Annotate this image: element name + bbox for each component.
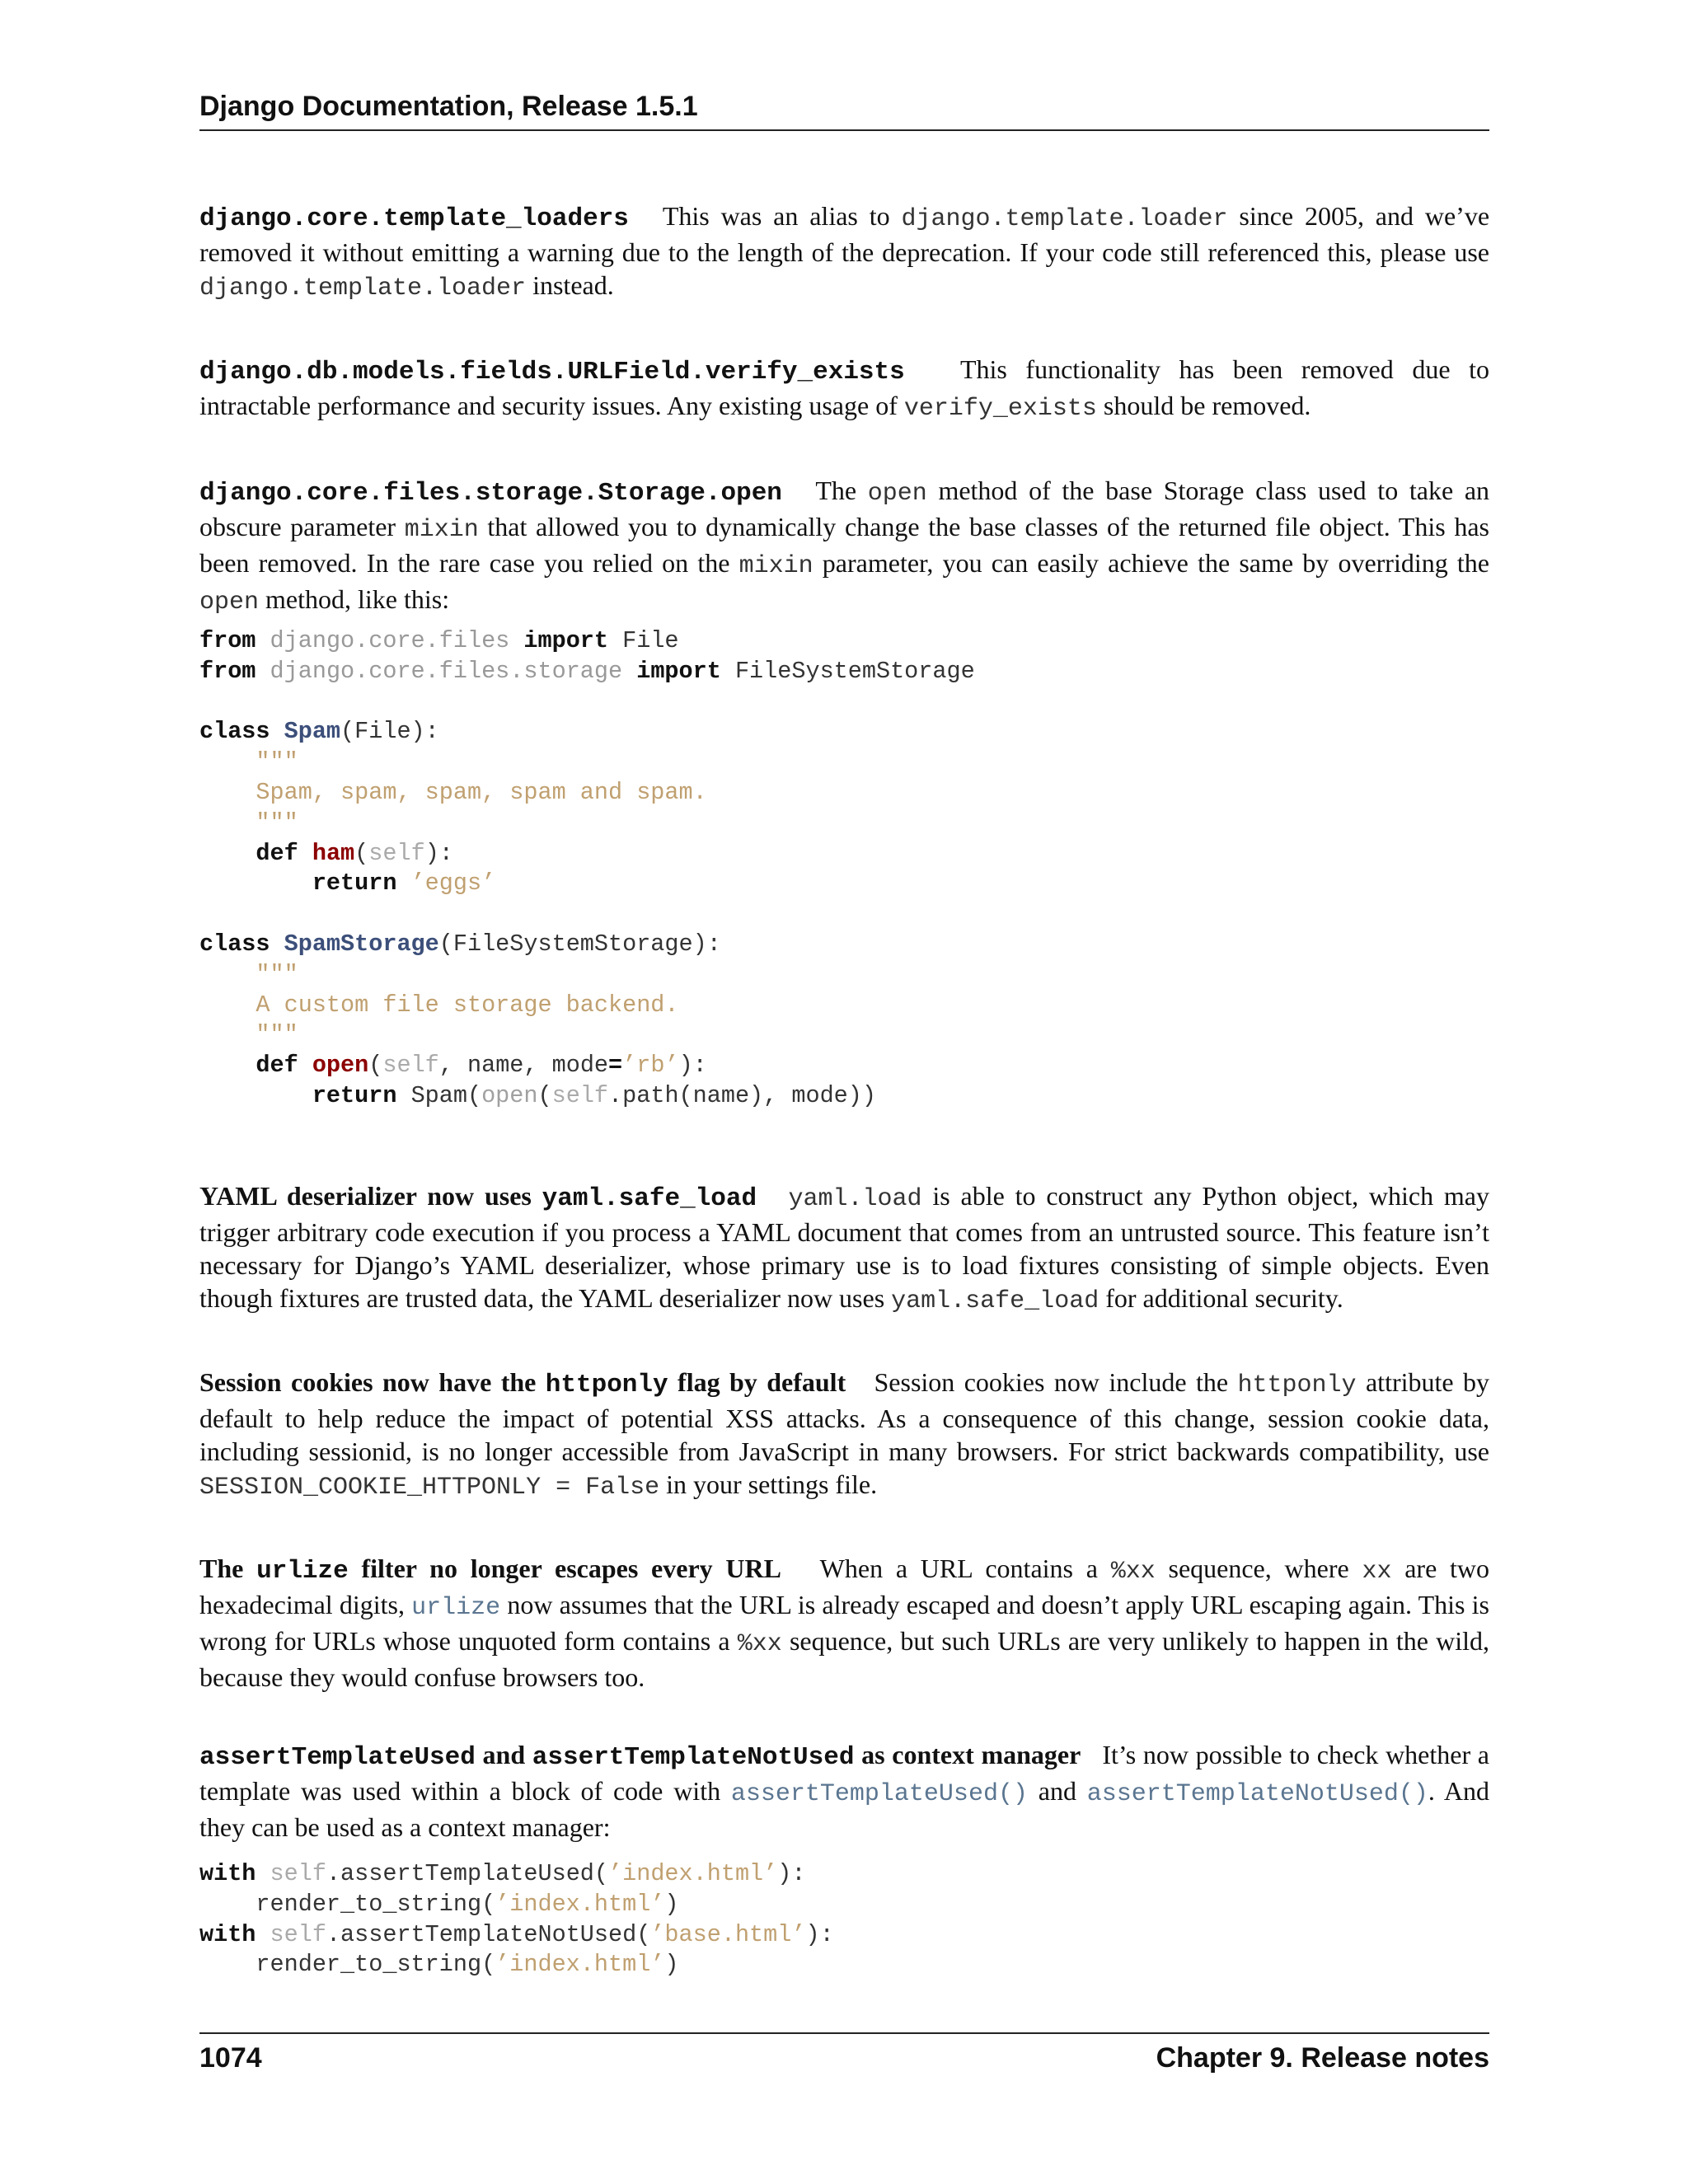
footer-rule bbox=[199, 2032, 1489, 2034]
section-urlize: The urlize filter no longer escapes every URL When a URL contains a %xx sequence, where xx are two hexadecimal digits, urlize now assumes that the URL is already escaped and doesn’t apply URL escaping again. This is wrong for URLs whose unquoted form contains a %xx sequence, but such URLs are very unlikely to happen in the wild, because they would confuse browsers too. bbox=[199, 1554, 1490, 1692]
section-httponly: Session cookies now have the httponly flag by default Session cookies now include the httponly attribute by default to help reduce the impact of potential XSS attacks. As a consequence of this change, session cookie data, including sessionid, is no longer accessible from JavaScript in many browsers. For strict backwards compatibility, use SESSION_COOKIE_HTTPONLY = False in your settings file. bbox=[199, 1367, 1490, 1502]
section-yaml-safe-load: YAML deserializer now uses yaml.safe_load yaml.load is able to construct any Python object, which may trigger arbitrary code execution if you process a YAML document that comes from an untrusted source. This feature isn’t necessary for Django’s YAML deserializer, whose primary use is to load fixtures consisting of simple objects. Even though fixtures are trusted data, the YAML deserializer now uses yaml.safe_load for additional security. bbox=[199, 1181, 1490, 1315]
section-title: YAML deserializer now uses yaml.safe_load bbox=[199, 1181, 757, 1213]
chapter-title: Chapter 9. Release notes bbox=[1156, 2042, 1489, 2074]
section-template-loaders: django.core.template_loaders This was an alias to django.template.loader since 2005, and we’ve removed it without emitting a warning due to the length of the deprecation. If your code still referenced this, please use django.template.loader instead. bbox=[199, 201, 1490, 302]
section-title: django.db.models.fields.URLField.verify_exists bbox=[199, 358, 905, 387]
section-assert-template: assertTemplateUsed and assertTemplateNotUsed as context manager It’s now possible to check whether a template was used within a block of code with assertTemplateUsed() and assertTemplateNotUsed(). And they can be used as a context manager: bbox=[199, 1740, 1490, 1842]
urlize-link[interactable]: urlize bbox=[411, 1594, 501, 1622]
running-header: Django Documentation, Release 1.5.1 bbox=[199, 91, 698, 122]
code-block-storage: from django.core.files import File from django.core.files.storage import FileSystemStorage class Spam(File): """ Spam, spam, spam, spam and spam. """ def ham(self): return ’eggs’ class SpamStorage(FileSystemStorage): """ A custom file storage backend. """ def open(self, name, mode=’rb’): return Spam(open(self.path(name), mode)) bbox=[199, 627, 975, 1109]
header-rule bbox=[199, 129, 1489, 131]
section-verify-exists: django.db.models.fields.URLField.verify_exists This functionality has been removed due to intractable performance and security issues. Any existing usage of verify_exists should be removed. bbox=[199, 354, 1490, 423]
section-title: django.core.files.storage.Storage.open bbox=[199, 479, 782, 508]
code-block-assert-template: with self.assertTemplateUsed(’index.html’): render_to_string(’index.html’) with self.assertTemplateNotUsed(’base.html’): render_to_string(’index.html’) bbox=[199, 1860, 834, 1979]
section-title: django.core.template_loaders bbox=[199, 204, 629, 233]
section-storage-open: django.core.files.storage.Storage.open The open method of the base Storage class used to take an obscure parameter mixin that allowed you to dynamically change the base classes of the returned file object. This has been removed. In the rare case you relied on the mixin parameter, you can easily achieve the same by overriding the open method, like this: bbox=[199, 476, 1490, 616]
assert-template-used-link[interactable]: assertTemplateUsed() bbox=[730, 1780, 1028, 1808]
assert-template-not-used-link[interactable]: assertTemplateNotUsed() bbox=[1086, 1780, 1428, 1808]
page-number: 1074 bbox=[199, 2042, 262, 2074]
section-title: The urlize filter no longer escapes every URL bbox=[199, 1554, 781, 1586]
section-title: assertTemplateUsed and assertTemplateNotUsed as context manager bbox=[199, 1740, 1081, 1772]
section-title: Session cookies now have the httponly flag by default bbox=[199, 1367, 846, 1399]
